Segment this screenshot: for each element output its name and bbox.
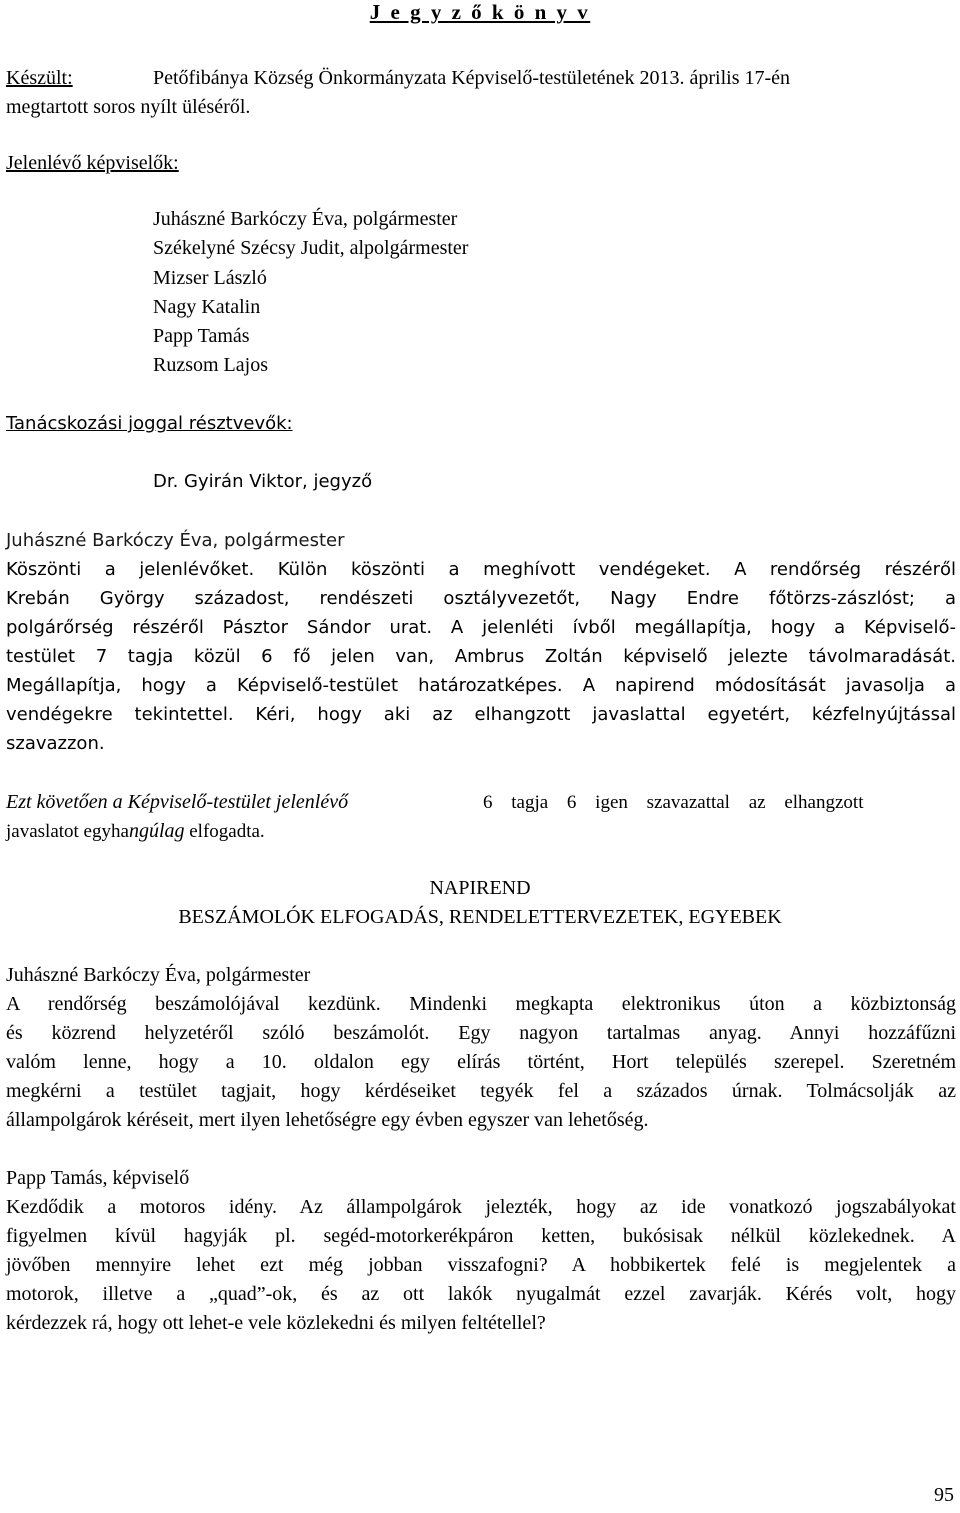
speech-line: polgárőrség részéről Pásztor Sándor urat. A jelenléti ívből megállapítja, hogy a Képviselő- bbox=[6, 617, 956, 638]
speech-line: szavazzon. bbox=[6, 733, 105, 754]
keszult-line-2: megtartott soros nyílt üléséről. bbox=[6, 96, 251, 118]
member-name: Székelyné Szécsy Judit, alpolgármester bbox=[153, 237, 469, 259]
speech-line: valóm lenne, hogy a 10. oldalon egy elírás történt, Hort település szerepel. Szeretném bbox=[6, 1051, 956, 1073]
speech-line: testület 7 tagja közül 6 fő jelen van, Ambrus Zoltán képviselő jelezte távolmaradását. bbox=[6, 646, 956, 667]
vote-text-part: elfogadta. bbox=[189, 821, 265, 842]
speech-paragraph bbox=[6, 1193, 956, 1338]
vote-text-part: ngúlag bbox=[128, 820, 185, 842]
speech-line: megkérni a testület tagjait, hogy kérdéseiket tegyék fel a százados úrnak. Tolmácsolják az bbox=[6, 1080, 956, 1102]
present-label: Jelenlévő képviselők: bbox=[6, 152, 179, 174]
member-name: Mizser László bbox=[153, 267, 267, 289]
member-name: Ruzsom Lajos bbox=[153, 354, 268, 376]
speech-paragraph bbox=[6, 555, 956, 758]
speaker-name: Juhászné Barkóczy Éva, polgármester bbox=[6, 530, 345, 551]
speech-line: vendégekre tekintettel. Kéri, hogy aki az elhangzott javaslattal egyetért, kézfelnyújtással bbox=[6, 704, 956, 725]
vote-text-line-2 bbox=[6, 817, 265, 846]
speech-line: Megállapítja, hogy a Képviselő-testület határozatképes. A napirend módosítását javasolja a bbox=[6, 675, 956, 696]
speech-line: és közrend helyzetéről szóló beszámolót. Egy nagyon tartalmas anyag. Annyi hozzáfűzni bbox=[6, 1022, 956, 1044]
member-name: Juhászné Barkóczy Éva, polgármester bbox=[153, 208, 458, 230]
advisory-member: Dr. Gyirán Viktor, jegyző bbox=[153, 471, 373, 492]
keszult-label: Készült: bbox=[6, 67, 73, 89]
member-name: Nagy Katalin bbox=[153, 296, 261, 318]
member-name: Papp Tamás bbox=[153, 325, 250, 347]
document-title: J e g y z ő k ö n y v bbox=[369, 0, 591, 24]
speaker-name: Juhászné Barkóczy Éva, polgármester bbox=[6, 964, 311, 986]
speech-line: motorok, illetve a „quad”-ok, és az ott lakók nyugalmát ezzel zavarják. Kérés volt, hogy bbox=[6, 1283, 956, 1305]
agenda-heading: NAPIREND bbox=[429, 877, 531, 899]
speech-line: A rendőrség beszámolójával kezdünk. Mindenki megkapta elektronikus úton a közbiztonság bbox=[6, 993, 956, 1015]
vote-text-part: javaslatot egyha bbox=[6, 821, 129, 842]
speech-line: Köszönti a jelenlévőket. Külön köszönti a meghívott vendégeket. A rendőrség részéről bbox=[6, 559, 956, 580]
advisory-label: Tanácskozási joggal résztvevők: bbox=[6, 413, 293, 434]
speech-paragraph bbox=[6, 990, 956, 1135]
speech-line: kérdezzek rá, hogy ott lehet-e vele közlekedni és milyen feltétellel? bbox=[6, 1312, 546, 1334]
speech-line: Kezdődik a motoros idény. Az állampolgárok jelezték, hogy az ide vonatkozó jogszabályokat bbox=[6, 1196, 956, 1218]
speech-line: Krebán György századost, rendészeti osztályvezetőt, Nagy Endre főtörzs-zászlóst; a bbox=[6, 588, 956, 609]
speech-line: jövőben mennyire lehet ezt még jobban visszafogni? A hobbikertek felé is megjelentek a bbox=[6, 1254, 956, 1276]
vote-text-result: 6 tagja 6 igen szavazattal az elhangzott bbox=[483, 792, 864, 813]
agenda-subheading: BESZÁMOLÓK ELFOGADÁS, RENDELETTERVEZETEK, EGYEBEK bbox=[178, 906, 782, 928]
speaker-name: Papp Tamás, képviselő bbox=[6, 1167, 190, 1189]
keszult-line-1: Petőfibánya Község Önkormányzata Képviselő-testületének 2013. április 17-én bbox=[153, 67, 791, 89]
vote-text-italic: Ezt követően a Képviselő-testület jelenlévő bbox=[6, 791, 349, 813]
speech-line: figyelmen kívül hagyják pl. segéd-motorkerékpáron ketten, bukósisak nélkül közlekednek. A bbox=[6, 1225, 956, 1247]
speech-line: állampolgárok kéréseit, mert ilyen lehetőségre egy évben egyszer van lehetőség. bbox=[6, 1109, 649, 1131]
page-number: 95 bbox=[934, 1484, 954, 1506]
